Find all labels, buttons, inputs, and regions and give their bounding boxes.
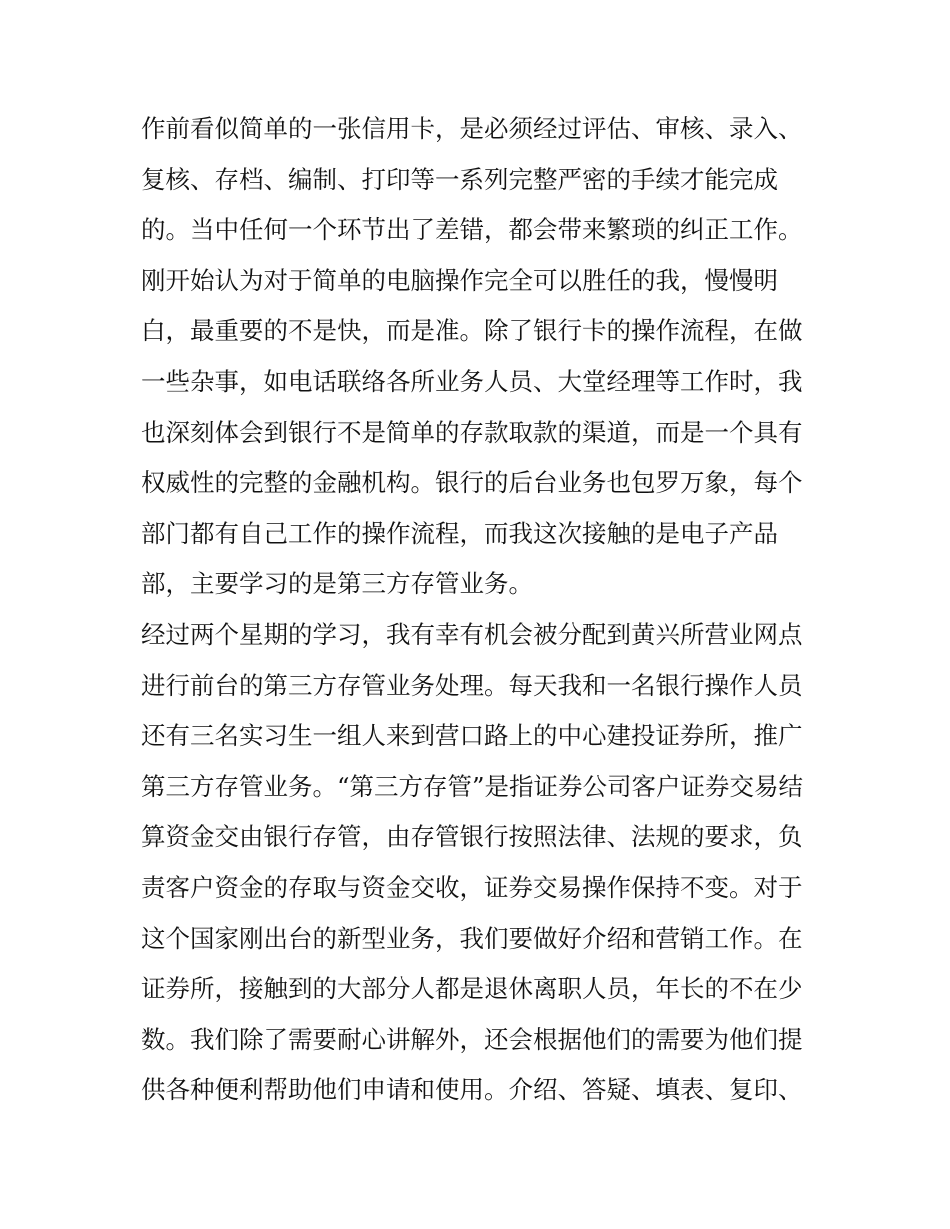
text-line: 证券所，接触到的大部分人都是退休离职人员，年长的不在少 [141, 974, 803, 1004]
text-line: 经过两个星期的学习，我有幸有机会被分配到黄兴所营业网点 [141, 619, 803, 649]
text-line: 第三方存管业务。“第三方存管”是指证券公司客户证券交易结 [141, 771, 804, 801]
text-line: 白，最重要的不是快，而是准。除了银行卡的操作流程，在做 [141, 316, 803, 346]
text-line: 这个国家刚出台的新型业务，我们要做好介绍和营销工作。在 [141, 923, 803, 953]
text-line: 部，主要学习的是第三方存管业务。 [141, 569, 533, 599]
text-line: 作前看似简单的一张信用卡，是必须经过评估、审核、录入、 [141, 114, 803, 143]
text-line: 责客户资金的存取与资金交收，证券交易操作保持不变。对于 [141, 872, 803, 902]
text-line: 复核、存档、编制、打印等一系列完整严密的手续才能完成 [141, 164, 778, 194]
text-line: 算资金交由银行存管，由存管银行按照法律、法规的要求，负 [141, 822, 803, 852]
text-line: 权威性的完整的金融机构。银行的后台业务也包罗万象，每个 [141, 468, 803, 498]
text-line: 刚开始认为对于简单的电脑操作完全可以胜任的我，慢慢明 [141, 265, 778, 295]
text-line: 还有三名实习生一组人来到营口路上的中心建投证券所，推广 [141, 721, 803, 751]
text-line: 也深刻体会到银行不是简单的存款取款的渠道，而是一个具有 [141, 417, 803, 447]
text-line: 的。当中任何一个环节出了差错，都会带来繁琐的纠正工作。 [141, 215, 803, 245]
body-text [141, 104, 821, 1116]
text-line: 数。我们除了需要耐心讲解外，还会根据他们的需要为他们提 [141, 1024, 803, 1054]
text-line: 部门都有自己工作的操作流程，而我这次接触的是电子产品 [141, 518, 778, 548]
text-line: 一些杂事，如电话联络各所业务人员、大堂经理等工作时，我 [141, 366, 803, 396]
text-line: 进行前台的第三方存管业务处理。每天我和一名银行操作人员 [141, 670, 803, 700]
text-line: 供各种便利帮助他们申请和使用。介绍、答疑、填表、复印、 [141, 1075, 803, 1105]
